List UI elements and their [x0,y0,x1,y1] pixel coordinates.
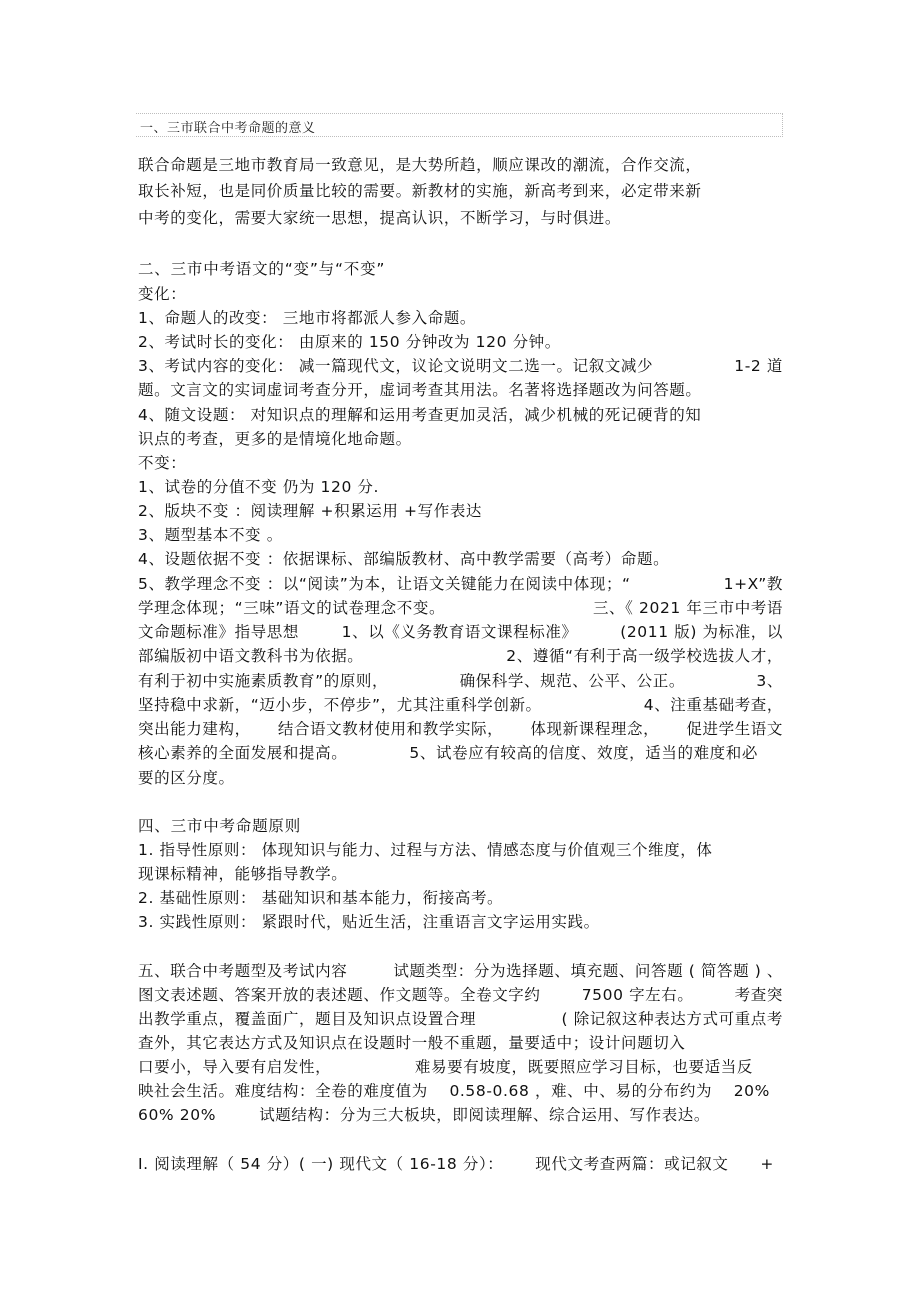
nochange-item-5-line-1 [138,573,783,595]
s3-line-5a: 坚持稳中求新，“迈小步，不停步”，尤其注重科学创新。 [138,696,542,714]
s5-line-5b: 难易要有坡度，既要照应学习目标，也要适当反 [414,1058,753,1076]
s5-line-1a: 五、联合中考题型及考试内容 [138,962,348,980]
nochange-item-4: 4、设题依据不变 ：依据课标、部编版教材、高中教学需要（高考）命题。 [138,550,670,568]
s5-line-1b: 试题类型：分为选择题、填充题、问答题 ( 简答题 ) 、 [393,962,783,980]
s5-line-1 [138,960,783,982]
s5-line-6b: 0.58-0.68 ，难、中、易的分布约为 [449,1082,713,1100]
s3-line-7 [138,742,758,764]
section4-line-3: 2. 基础性原则： 基础知识和基本能力，衔接高考。 [138,889,504,907]
s3-line-7a: 核心素养的全面发展和提高。 [138,744,348,762]
s5-line-4: 查外，其它表达方式及知识点在设题时一般不重题，量要适中；设计问题切入 [138,1034,686,1052]
s3-line-6b: 结合语文教材使用和教学实际， [277,720,504,738]
change-label: 变化： [138,285,187,303]
s3-line-2c: (2011 版) 为标准，以 [620,623,783,641]
section-header-box [136,113,783,137]
s5-line-2b: 7500 字左右。 [581,986,694,1004]
s5-line-5a: 口要小，导入要有启发性， [138,1058,332,1076]
section2-title: 二、三市中考语文的“变”与“不变” [138,260,386,278]
s5-line-6a: 映社会生活。难度结构：全卷的难度值为 [138,1082,428,1100]
s3-line-6a: 突出能力建构， [138,720,251,738]
change-item-3-line-2: 题。文言文的实词虚词考查分开，虚词考查其用法。名著将选择题改为问答题。 [138,381,702,399]
s5-line-6c: 20% [733,1082,770,1100]
s3-line-2a: 文命题标准》指导思想 [138,623,300,641]
s3-line-4b: 确保科学、规范、公平、公正。 [459,672,685,690]
nochange-item-5-tail: 1+X”教 [723,575,783,593]
s5-line-7b: 试题结构：分为三大板块，即阅读理解、综合运用、写作表达。 [259,1106,710,1124]
s3-line-2 [138,621,783,643]
nochange-item-1: 1、试卷的分值不变 仍为 120 分. [138,478,380,496]
intro-line-1: 联合命题是三地市教育局一致意见，是大势所趋，顺应课改的潮流，合作交流， [138,156,702,174]
s5-line-6 [138,1080,770,1102]
nochange-item-3: 3、题型基本不变 。 [138,526,283,544]
s5-line-3b: ( 除记叙这种表达方式可重点考 [561,1010,783,1028]
nochange-label: 不变： [138,454,187,472]
intro-line-2: 取长补短，也是同价质量比较的需要。新教材的实施，新高考到来，必定带来新 [138,182,702,200]
s3-line-4a: 有利于初中实施素质教育”的原则， [138,672,389,690]
s5-line-2a: 图文表述题、答案开放的表述题、作文题等。全卷文字约 [138,986,541,1004]
s5-line-2c: 考查突 [734,986,783,1004]
s3-line-3a: 部编版初中语文教科书为依据。 [138,647,364,665]
change-item-3-text: 3、考试内容的变化： 减一篇现代文，议论文说明文二选一。记叙文减少 [138,357,654,375]
s3-line-6 [138,718,783,740]
reading-section-c: + [760,1155,774,1173]
s3-line-4 [138,670,783,692]
s5-line-7a: 60% 20% [138,1106,217,1124]
s3-line-3b: 2、遵循“有利于高一级学校选拔人才， [506,647,783,665]
reading-section-a: Ⅰ. 阅读理解（ 54 分）( 一) 现代文（ 16-18 分）： [138,1155,504,1173]
section-header-title: 一、三市联合中考命题的意义 [140,121,316,136]
s5-line-7 [138,1104,710,1126]
change-item-1: 1、命题人的改变： 三地市将都派人参入命题。 [138,309,476,327]
section4-line-2: 现课标精神，能够指导教学。 [138,865,348,883]
section4-title: 四、三市中考命题原则 [138,817,302,835]
change-item-4-line-2: 识点的考查，更多的是情境化地命题。 [138,430,412,448]
section4-line-4: 3. 实践性原则： 紧跟时代，贴近生活，注重语言文字运用实践。 [138,913,600,931]
s3-line-2b: 1、以《义务教育语文课程标准》 [341,623,578,641]
s3-line-1 [138,597,783,619]
s3-line-5b: 4、注重基础考查， [643,696,783,714]
change-item-2: 2、考试时长的变化： 由原来的 150 分钟改为 120 分钟。 [138,333,561,351]
s3-line-1a: 学理念体现；“三味”语文的试卷理念不变。 [138,599,446,617]
reading-section-line [138,1153,774,1175]
s5-line-3 [138,1008,783,1030]
s5-line-5 [138,1056,753,1078]
s3-line-4c: 3、 [756,672,783,690]
change-item-3-line-1 [138,355,783,377]
s3-line-1b: 三、《 2021 年三市中考语 [592,599,783,617]
s3-line-3 [138,645,783,667]
nochange-item-2: 2、版块不变 ：阅读理解 +积累运用 +写作表达 [138,502,483,520]
s3-line-7b: 5、试卷应有较高的信度、效度，适当的难度和必 [409,744,758,762]
s3-line-6d: 促进学生语文 [686,720,783,738]
intro-line-3: 中考的变化，需要大家统一思想，提高认识，不断学习，与时俱进。 [138,209,622,227]
s5-line-3a: 出教学重点，覆盖面广，题目及知识点设置合理 [138,1010,477,1028]
change-item-4-line-1: 4、随文设题： 对知识点的理解和运用考查更加灵活，减少机械的死记硬背的知 [138,406,702,424]
nochange-item-5-text: 5、教学理念不变 ：以“阅读”为本，让语文关键能力在阅读中体现；“ [138,575,631,593]
section4-line-1: 1. 指导性原则： 体现知识与能力、过程与方法、情感态度与价值观三个维度，体 [138,841,713,859]
s3-line-8: 要的区分度。 [138,769,235,787]
s5-line-2 [138,984,783,1006]
change-item-3-count: 1-2 道 [734,357,783,375]
s3-line-5 [138,694,783,716]
s3-line-6c: 体现新课程理念， [530,720,660,738]
reading-section-b: 现代文考查两篇：或记叙文 [535,1155,729,1173]
